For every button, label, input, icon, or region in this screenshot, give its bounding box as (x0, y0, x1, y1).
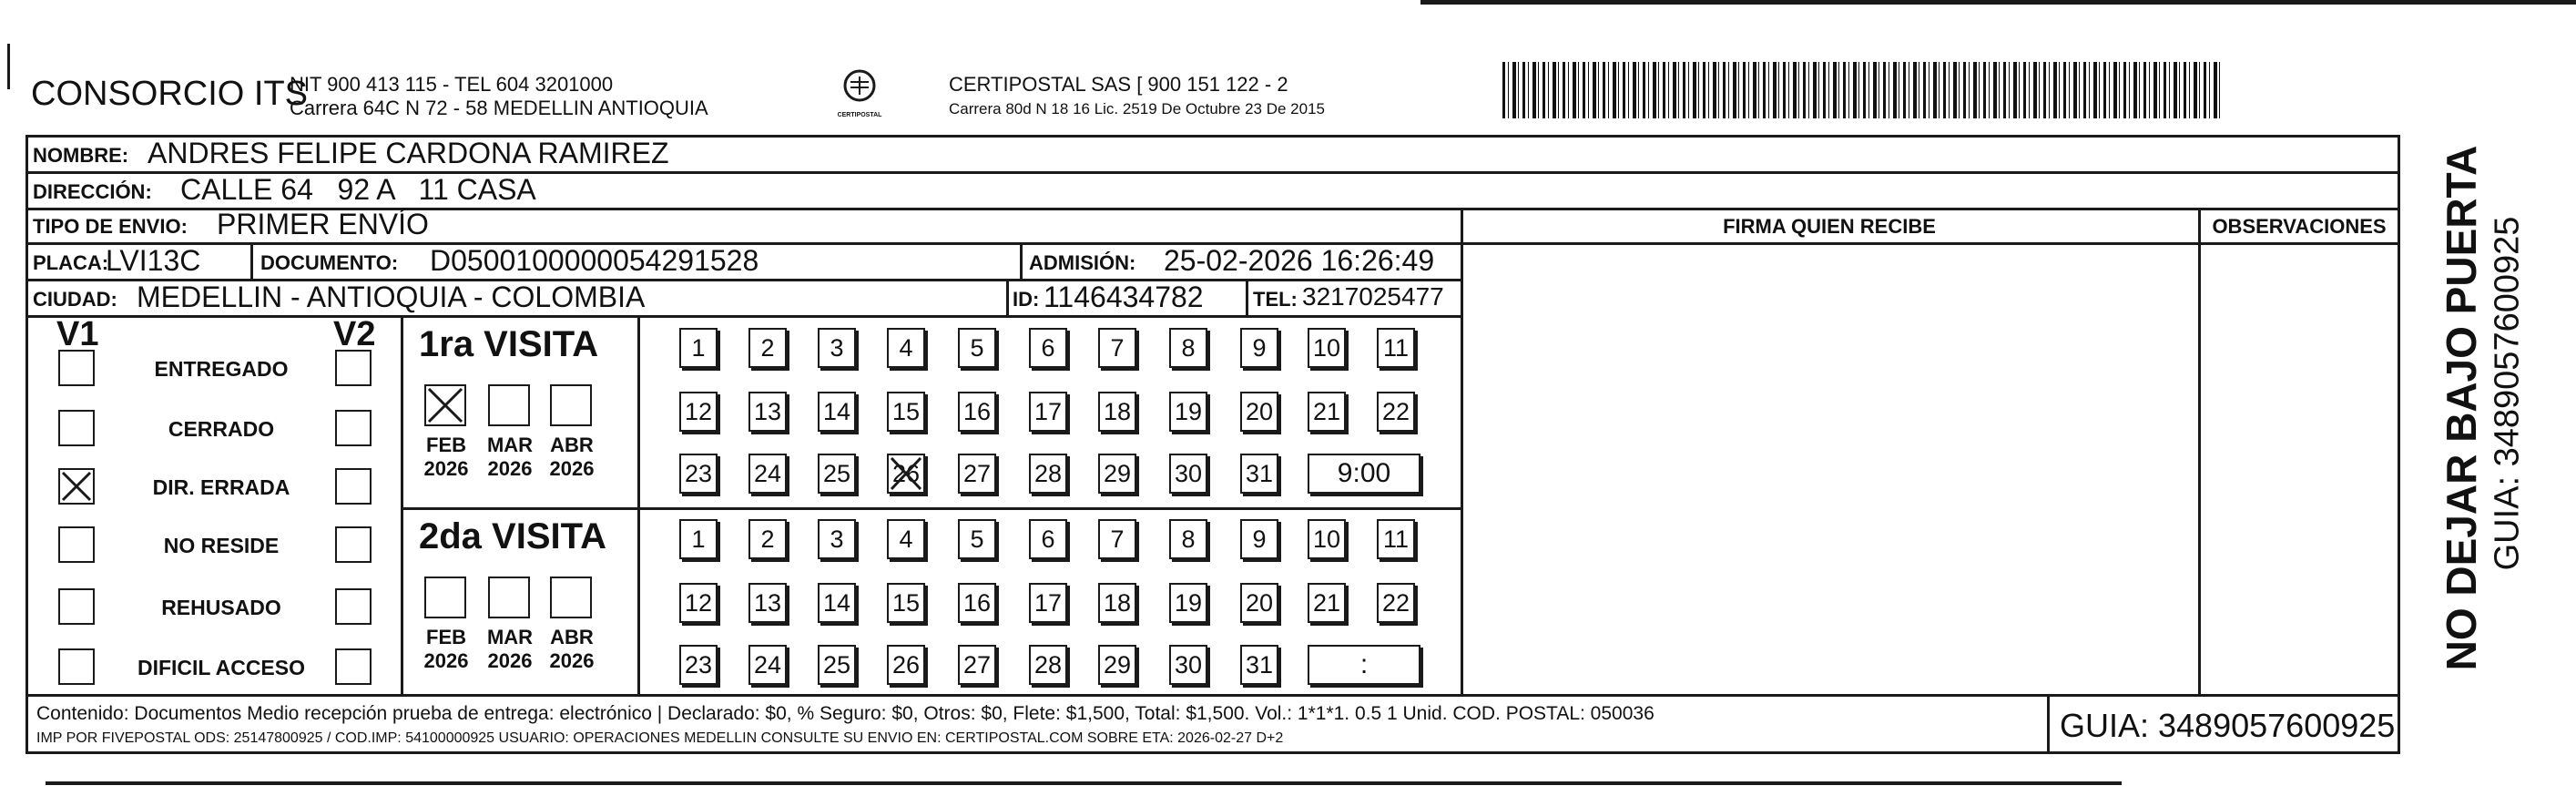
v2-checkbox[interactable] (335, 468, 372, 505)
day-box[interactable]: 13 (748, 392, 787, 432)
month-year: 2026 (423, 649, 469, 672)
day-box[interactable]: 9 (1240, 328, 1278, 368)
tel-label: TEL: (1253, 288, 1298, 311)
admision-value: 25-02-2026 16:26:49 (1164, 244, 1435, 277)
status-label: DIFICIL ACCESO (137, 656, 305, 679)
time-box[interactable]: : (1308, 645, 1420, 685)
v2-checkbox[interactable] (335, 648, 372, 685)
day-box[interactable]: 23 (679, 645, 718, 685)
v1-label: V1 (56, 315, 99, 353)
visit-divider (401, 507, 1461, 510)
firma-label: FIRMA QUIEN RECIBE (1723, 215, 1936, 238)
month-year: 2026 (549, 649, 595, 672)
col-divider (1246, 279, 1248, 315)
day-box[interactable]: 1 (679, 328, 718, 368)
day-box[interactable]: 5 (958, 519, 996, 559)
month-checkbox[interactable] (424, 577, 466, 618)
month-year: 2026 (549, 457, 595, 480)
side-warning: NO DEJAR BAJO PUERTA (2438, 145, 2485, 671)
admision-label: ADMISIÓN: (1029, 251, 1136, 274)
day-box[interactable]: 23 (679, 454, 718, 494)
month-label (545, 626, 599, 673)
v2-checkbox[interactable] (335, 350, 372, 386)
footer-contenido: Contenido: Documentos Medio recepción prueba de entrega: electrónico | Declarado: $0, % Seguro: $0, Otros: $0, Flete: $1,500, Total: $1,500. Vol.: 1*1*1. 0.5 1 Unid. COD. POSTAL: 050036 (36, 703, 1655, 724)
id-label: ID: (1013, 288, 1040, 311)
v1-checkbox[interactable] (58, 588, 95, 625)
top-border-line (1420, 0, 2576, 5)
logo-text: CERTIPOSTAL (837, 112, 882, 118)
documento-value: D0500100000054291528 (430, 244, 759, 277)
footer-imp-line: IMP POR FIVEPOSTAL ODS: 25147800925 / COD.IMP: 54100000925 USUARIO: OPERACIONES MEDELLIN CONSULTE SU ENVIO EN: CERTIPOSTAL.COM SOBRE ETA: 2026-02-27 D+2 (36, 730, 1284, 746)
direccion-value: CALLE 64 92 A 11 CASA (180, 173, 536, 206)
tel-value: 3217025477 (1302, 282, 1444, 311)
day-box[interactable]: 10 (1308, 519, 1346, 559)
col-divider (2198, 208, 2201, 694)
day-box[interactable]: 24 (748, 454, 787, 494)
documento-label: DOCUMENTO: (260, 251, 399, 274)
status-col-divider (401, 315, 403, 694)
x-mark-icon (426, 386, 464, 424)
col-divider (1006, 279, 1009, 315)
v1-checkbox[interactable] (58, 648, 95, 685)
certipostal-logo (834, 67, 885, 122)
v1-checkbox[interactable] (58, 468, 95, 505)
day-box[interactable]: 12 (679, 392, 718, 432)
status-label: REHUSADO (161, 596, 281, 619)
day-box[interactable]: 31 (1240, 645, 1278, 685)
status-label: ENTREGADO (154, 357, 289, 381)
day-box[interactable]: 28 (1029, 454, 1067, 494)
day-box[interactable]: 25 (818, 454, 856, 494)
certipostal-logo-icon (834, 67, 885, 107)
certipostal-address: Carrera 80d N 18 16 Lic. 2519 De Octubre 23 De 2015 (949, 100, 1325, 117)
day-box[interactable]: 16 (958, 583, 996, 623)
day-box[interactable]: 18 (1098, 583, 1136, 623)
day-box[interactable]: 5 (958, 328, 996, 368)
row-divider (25, 315, 1461, 318)
visit-col-divider (637, 315, 640, 694)
nit-line: NIT 900 413 115 - TEL 604 3201000 (290, 73, 614, 96)
footer-divider (25, 694, 2400, 697)
tipo-envio-value: PRIMER ENVÍO (217, 208, 429, 240)
x-mark-icon (889, 455, 923, 492)
month-checkbox[interactable] (550, 577, 592, 618)
month-label (545, 434, 599, 481)
month-label (419, 626, 473, 673)
visit-title: 2da VISITA (419, 516, 606, 556)
month-year: 2026 (423, 457, 469, 480)
certipostal-name: CERTIPOSTAL SAS [ 900 151 122 - 2 (949, 73, 1288, 96)
month-checkbox[interactable] (488, 577, 530, 618)
month-year: 2026 (487, 457, 533, 480)
observaciones-label: OBSERVACIONES (2212, 215, 2387, 238)
day-box[interactable]: 13 (748, 583, 787, 623)
day-box[interactable]: 22 (1377, 392, 1415, 432)
id-value: 1146434782 (1044, 281, 1204, 313)
nombre-value: ANDRES FELIPE CARDONA RAMIREZ (148, 137, 669, 169)
day-box[interactable]: 7 (1098, 328, 1136, 368)
v2-checkbox[interactable] (335, 526, 372, 563)
day-box[interactable]: 11 (1377, 519, 1415, 559)
day-box[interactable]: 4 (887, 519, 925, 559)
day-box[interactable]: 22 (1377, 583, 1415, 623)
month-label (483, 626, 537, 673)
day-box[interactable]: 1 (679, 519, 718, 559)
time-box[interactable]: 9:00 (1308, 454, 1420, 494)
month-name: MAR (486, 626, 534, 648)
day-box[interactable]: 10 (1308, 328, 1346, 368)
day-box[interactable]: 2 (748, 519, 787, 559)
month-checkbox[interactable] (488, 384, 530, 426)
day-box[interactable]: 3 (818, 328, 856, 368)
day-box[interactable]: 24 (748, 645, 787, 685)
status-label: CERRADO (168, 417, 275, 441)
bottom-border-line (46, 781, 2122, 785)
day-box[interactable]: 26 (887, 454, 925, 494)
day-box[interactable]: 17 (1029, 583, 1067, 623)
month-name: ABR (550, 434, 594, 456)
day-box[interactable]: 29 (1098, 454, 1136, 494)
placa-label: PLACA: (33, 251, 109, 274)
company-address: Carrera 64C N 72 - 58 MEDELLIN ANTIOQUIA (290, 97, 708, 119)
day-box[interactable]: 26 (887, 645, 925, 685)
month-name: MAR (486, 434, 534, 456)
v1-checkbox[interactable] (58, 526, 95, 563)
day-box[interactable]: 30 (1169, 454, 1207, 494)
day-box[interactable]: 7 (1098, 519, 1136, 559)
day-box[interactable]: 17 (1029, 392, 1067, 432)
day-box[interactable]: 8 (1169, 328, 1207, 368)
day-box[interactable]: 18 (1098, 392, 1136, 432)
col-divider (250, 242, 253, 279)
month-name: ABR (550, 626, 594, 648)
footer-guia-divider (2047, 694, 2050, 754)
day-box[interactable]: 21 (1308, 392, 1346, 432)
day-box[interactable]: 11 (1377, 328, 1415, 368)
col-divider (1461, 208, 1463, 694)
day-box[interactable]: 19 (1169, 583, 1207, 623)
status-label: NO RESIDE (163, 534, 280, 557)
day-box[interactable]: 8 (1169, 519, 1207, 559)
month-checkbox[interactable] (550, 384, 592, 426)
month-name: FEB (426, 434, 466, 456)
col-divider (1020, 242, 1023, 279)
nombre-label: NOMBRE: (33, 144, 129, 167)
day-box[interactable]: 14 (818, 392, 856, 432)
month-label (419, 434, 473, 481)
month-year: 2026 (487, 649, 533, 672)
day-box[interactable]: 14 (818, 583, 856, 623)
v2-label: V2 (333, 315, 376, 353)
day-box[interactable]: 3 (818, 519, 856, 559)
v1-checkbox[interactable] (58, 410, 95, 446)
footer-guia: GUIA: 3489057600925 (2060, 707, 2396, 744)
day-box[interactable]: 4 (887, 328, 925, 368)
day-box[interactable]: 12 (679, 583, 718, 623)
month-name: FEB (426, 626, 466, 648)
left-edge-mark (7, 44, 10, 89)
v1-checkbox[interactable] (58, 350, 95, 386)
day-box[interactable]: 27 (958, 454, 996, 494)
day-box[interactable]: 6 (1029, 328, 1067, 368)
ciudad-label: CIUDAD: (33, 288, 117, 311)
day-box[interactable]: 6 (1029, 519, 1067, 559)
day-box[interactable]: 27 (958, 645, 996, 685)
day-box[interactable]: 2 (748, 328, 787, 368)
day-box[interactable]: 15 (887, 583, 925, 623)
day-box[interactable]: 16 (958, 392, 996, 432)
month-label (483, 434, 537, 481)
direccion-label: DIRECCIÓN: (33, 180, 152, 203)
day-box[interactable]: 21 (1308, 583, 1346, 623)
day-box[interactable]: 19 (1169, 392, 1207, 432)
day-box[interactable]: 29 (1098, 645, 1136, 685)
placa-value: LVI13C (106, 244, 201, 277)
visit-title: 1ra VISITA (419, 324, 599, 364)
day-box[interactable]: 9 (1240, 519, 1278, 559)
v2-checkbox[interactable] (335, 588, 372, 625)
barcode (1502, 62, 2222, 118)
day-box[interactable]: 30 (1169, 645, 1207, 685)
x-mark-icon (60, 470, 93, 503)
day-box[interactable]: 15 (887, 392, 925, 432)
day-box[interactable]: 31 (1240, 454, 1278, 494)
day-box[interactable]: 25 (818, 645, 856, 685)
side-guia: GUIA: 3489057600925 (2488, 216, 2527, 571)
ciudad-value: MEDELLIN - ANTIOQUIA - COLOMBIA (137, 281, 646, 313)
v2-checkbox[interactable] (335, 410, 372, 446)
company-name: CONSORCIO ITS (31, 75, 309, 113)
tipo-envio-label: TIPO DE ENVIO: (33, 215, 188, 238)
status-label: DIR. ERRADA (152, 475, 290, 499)
month-checkbox[interactable] (424, 384, 466, 426)
day-box[interactable]: 20 (1240, 583, 1278, 623)
day-box[interactable]: 20 (1240, 392, 1278, 432)
day-box[interactable]: 28 (1029, 645, 1067, 685)
